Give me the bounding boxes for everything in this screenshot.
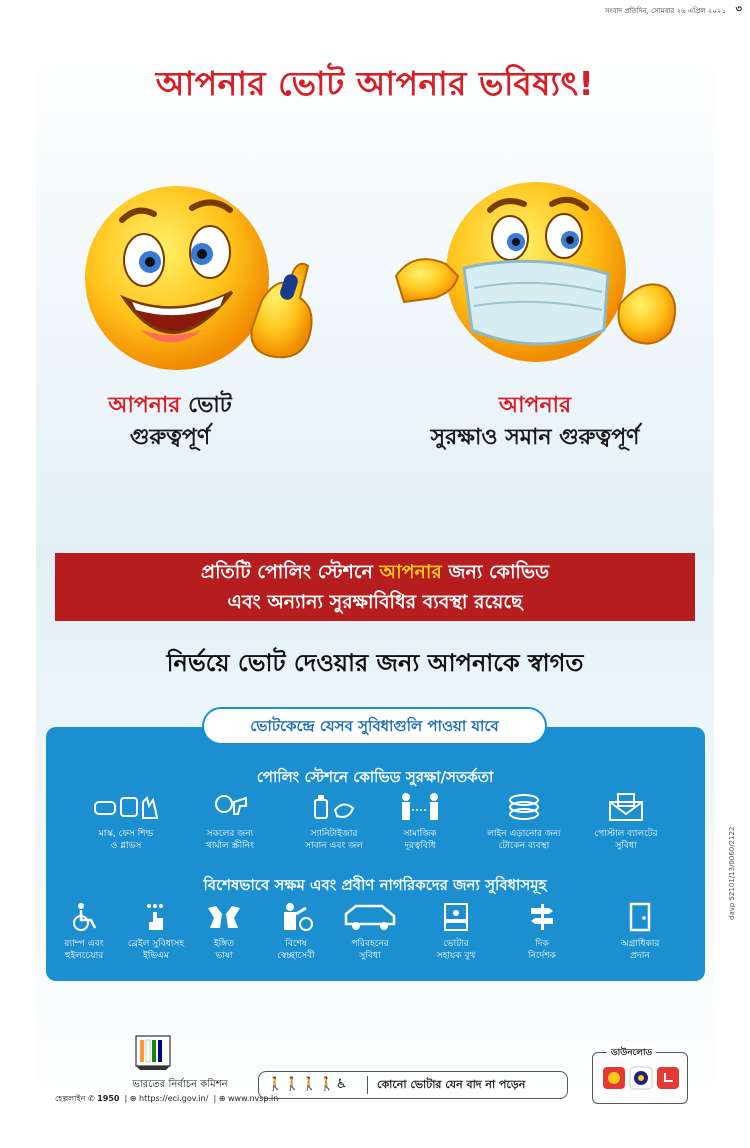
phone-icon: ✆ [87, 1094, 95, 1103]
welcome-text: নির্ভয়ে ভোট দেওয়ার জন্য আপনাকে স্বাগত [166, 649, 584, 677]
app-icons [593, 1053, 689, 1105]
pwd-item-label: প্রদান [630, 951, 650, 962]
help-booth-icon [441, 902, 471, 932]
covid-item-label: পোস্টাল ব্যালটের [594, 829, 658, 839]
website-link[interactable]: www.nvsp.in [228, 1094, 279, 1103]
covid-item-label: মাস্ক, ফেস শিল্ড [98, 829, 154, 839]
wheelchair-icon [69, 902, 99, 932]
globe-icon: ⊕ [129, 1094, 137, 1103]
covid-item-label: সাবান এবং জল [305, 841, 363, 852]
helpline-info: হেল্পলাইন ✆ 1950 | ⊕ https://eci.gov.in/ | ⊕ www.nvsp.in [55, 1094, 279, 1103]
right-caption [380, 390, 690, 454]
sanitizer-icon [309, 792, 359, 822]
pwd-item-label: সহায়ক বুথ [436, 951, 476, 962]
thermal-scanner-icon [210, 792, 250, 822]
tokens-icon [504, 792, 544, 822]
banner-text-before: প্রতিটি পোলিং স্টেশনে [200, 561, 373, 583]
side-code: davp 52101/13/0060/2122 [728, 826, 736, 920]
covid-measures-banner [55, 553, 695, 621]
covid-item-label: সামাজিক [403, 829, 437, 839]
pwd-item-label: র‍্যাম্প এবং [64, 939, 104, 949]
newspaper-header [0, 0, 750, 18]
slogan-text: কোনো ভোটার যেন বাদ না পড়েন [377, 1078, 526, 1091]
download-label: ডাউনলোড [607, 1045, 656, 1060]
pwd-item-transport [320, 902, 420, 962]
covid-item-label: সকলের জন্য [206, 829, 254, 839]
covid-section-title: পোলিং স্টেশনে কোভিড সুরক্ষা/সতর্কতা [256, 768, 494, 786]
pwd-item-label: পরিবহনের [351, 939, 389, 949]
pwd-item-label: সুবিধা [359, 951, 381, 962]
page-number: ৩ [735, 4, 742, 15]
covid-item-label: লাইন এড়ানোর জন্য [487, 829, 561, 839]
pwd-item-signpost [492, 902, 592, 962]
banner-line2: এবং অন্যান্য সুরক্ষাবিধির ব্যবস্থা রয়েছে [227, 591, 523, 613]
people-figures-icon: 🚶🚶🚶🚶♿ [267, 1077, 349, 1092]
eci-name: ভারতের নির্বাচন কমিশন [132, 1079, 228, 1090]
masked-smiley-icon [394, 180, 684, 380]
pwd-section-title: বিশেষভাবে সক্ষম এবং প্রবীণ নাগরিকদের জন্য সুবিধাসমূহ [203, 876, 547, 894]
left-caption [70, 390, 270, 454]
covid-item-label: দূরত্ববিধি [404, 841, 436, 852]
right-caption-line2: সুরক্ষাও সমান গুরুত্বপূর্ণ [430, 424, 640, 450]
poster-title: আপনার ভোট আপনার ভবিষ্যৎ! [155, 64, 595, 103]
left-caption-line2: গুরুত্বপূর্ণ [129, 424, 211, 450]
website-link[interactable]: https://eci.gov.in/ [139, 1094, 209, 1103]
pwd-item-label: অগ্রাধিকার [620, 939, 660, 949]
newspaper-info: সংবাদ প্রতিদিন, সোমবার ২৬ এপ্রিল ২০২১ [604, 7, 726, 15]
volunteer-icon [276, 902, 316, 932]
pwd-item-label: নির্দেশক [528, 951, 556, 962]
pwd-item-helpbooth [406, 902, 506, 962]
covid-item-label: সুবিধা [615, 841, 637, 852]
helpline-number: 1950 [97, 1094, 120, 1103]
pwd-item-label: স্বেচ্ছাসেবী [277, 951, 315, 962]
covid-item-thermal [180, 792, 280, 852]
pwd-app-icon [657, 1067, 679, 1089]
helpline-label: হেল্পলাইন [55, 1094, 86, 1103]
covid-item-distance [370, 792, 470, 852]
facilities-pill-title: ভোটকেন্দ্রে যেসব সুবিধাগুলি পাওয়া যাবে [202, 707, 547, 745]
covid-item-label: ও গ্লাভস [110, 841, 142, 852]
right-caption-highlight: আপনার [498, 393, 572, 418]
left-caption-rest: ভোট [188, 393, 232, 418]
pwd-item-label: ইঙ্গিত [214, 939, 234, 949]
left-caption-line1 [70, 390, 270, 422]
braille-icon [141, 902, 171, 932]
pwd-item-label: ভোটার [443, 939, 469, 949]
covid-item-label: স্যানিটাইজার [310, 829, 358, 839]
covid-item-postal [576, 792, 676, 852]
covid-item-mask [76, 792, 176, 852]
sign-language-icon [204, 902, 244, 932]
slogan-box [258, 1071, 568, 1099]
banner-highlight: আপনার [379, 561, 442, 583]
banner-line1 [55, 557, 695, 587]
priority-door-icon [625, 902, 655, 932]
covid-item-label: টোকেন ব্যবস্থা [498, 841, 550, 852]
transport-icon [342, 902, 398, 932]
postal-ballot-icon [606, 792, 646, 822]
covid-item-tokens [474, 792, 574, 852]
pwd-item-label: হুইলচেয়ার [64, 951, 104, 962]
eci-logo-icon [132, 1030, 174, 1072]
pwd-item-label: ইভিএম [143, 951, 169, 962]
social-distance-icon [398, 792, 442, 822]
signpost-icon [527, 902, 557, 932]
pwd-item-priority [590, 902, 690, 962]
pwd-item-label: ভাষা [215, 951, 233, 962]
mask-gloves-icon [91, 792, 161, 822]
pwd-item-label: দিক [535, 939, 549, 949]
left-caption-highlight: আপনার [108, 393, 181, 418]
pwd-item-label: ব্রেইল সুবিধাসহ [127, 939, 185, 949]
download-apps-box [592, 1048, 688, 1104]
slogan-divider [367, 1076, 368, 1094]
globe-icon: ⊕ [218, 1094, 226, 1103]
pwd-item-label: বিশেষ [285, 939, 307, 949]
banner-text-after: জন্য কোভিড [448, 561, 550, 583]
covid-item-sanitizer [284, 792, 384, 852]
covid-item-label: থার্মাল স্ক্রীনিং [206, 841, 254, 852]
voting-smiley-icon [62, 180, 324, 380]
